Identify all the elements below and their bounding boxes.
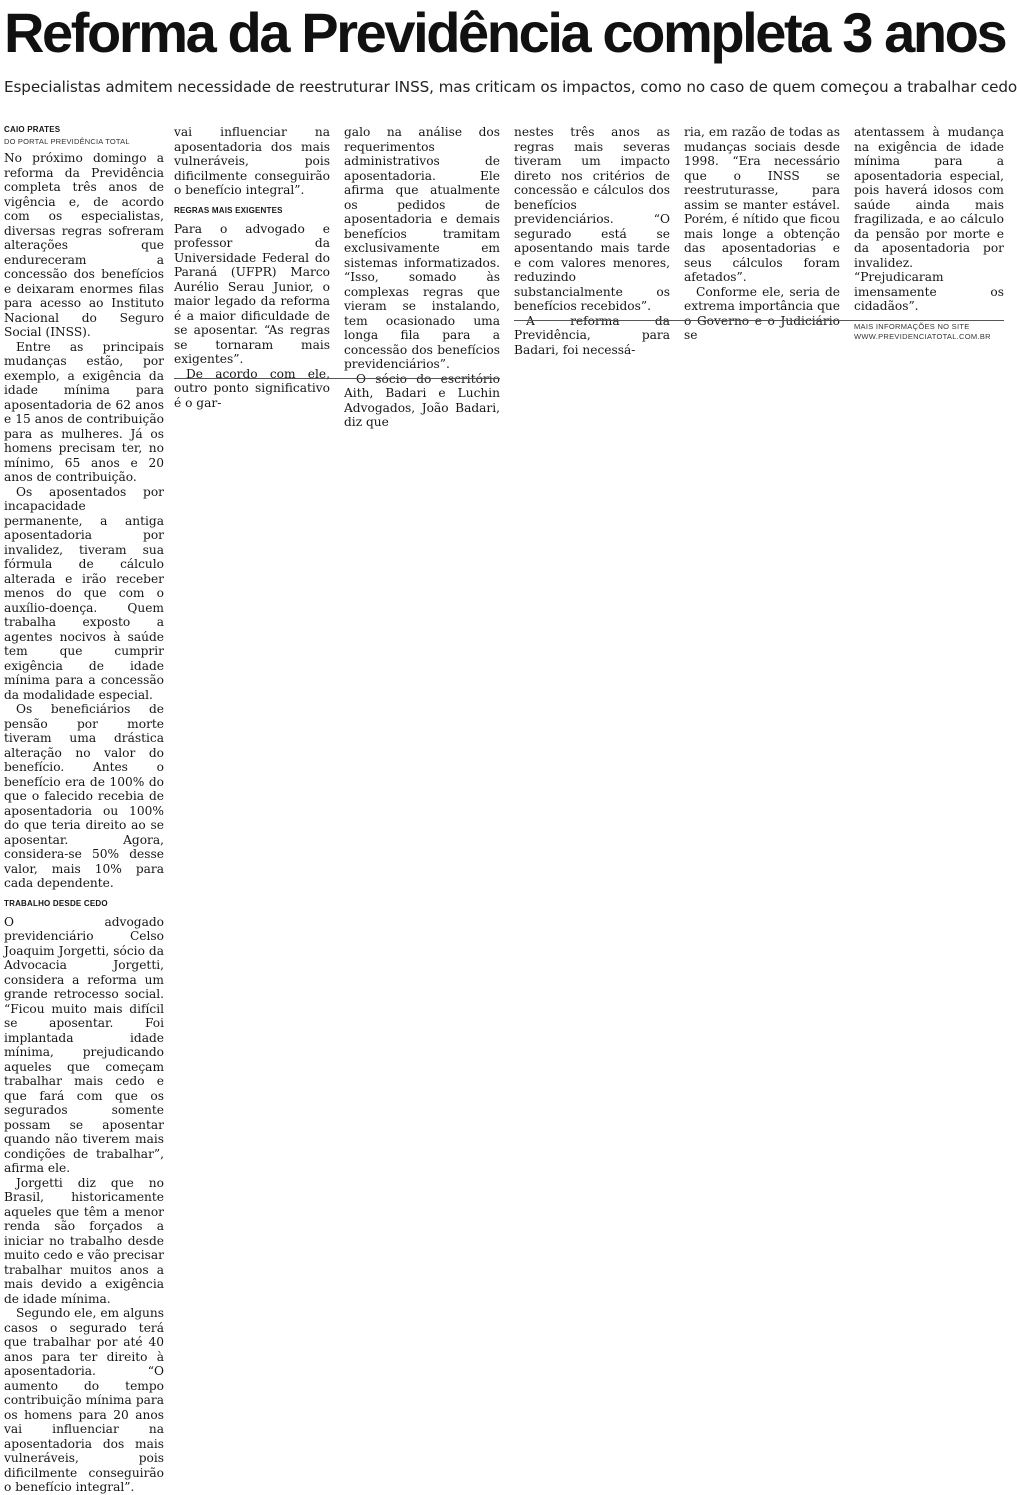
subheadline: Especialistas admitem necessidade de reestruturar INSS, mas criticam os impactos, como no caso de quem começou a trabalhar cedo	[4, 78, 1017, 96]
more-info-site-link[interactable]: WWW.PREVIDENCIATOTAL.COM.BR	[854, 331, 991, 341]
byline-author: CAIO PRATES	[4, 125, 61, 134]
paragraph-continued: ria, em razão de todas as mudanças sociais desde 1998. “Era necessário que o INSS se reestruturasse, para assim se manter estável. Porém, é nítido que ficou mais longe a obtenção das aposentadorias e seus cálculos foram afetados”.	[684, 125, 840, 284]
paragraph-continued: vai influenciar na aposentadoria dos mais vulneráveis, pois dificilmente conseguirão o benefício integral”.	[174, 125, 330, 197]
paragraph: A reforma da Previdência, para Badari, foi necessá-	[514, 313, 670, 357]
article-column-6	[854, 125, 1004, 341]
paragraph-continued: galo na análise dos requerimentos administrativos de aposentadoria. Ele afirma que atualmente os pedidos de aposentadoria e demais benefícios tramitam exclusivamente em sistemas informatizados. “Isso, somado às complexas regras que vieram se instalando, tem ocasionado uma longa fila para a concessão dos benefícios previdenciários”.	[344, 125, 500, 371]
paragraph: Para o advogado e professor da Universidade Federal do Paraná (UFPR) Marco Aurélio Serau Junior, o maior legado da reforma é a maior dificuldade de se aposentar. “As regras se tornaram mais exigentes”.	[174, 221, 330, 366]
paragraph: O sócio do escritório Aith, Badari e Luchin Advogados, João Badari, diz que	[344, 371, 500, 429]
paragraph: O advogado previdenciário Celso Joaquim Jorgetti, sócio da Advocacia Jorgetti, considera a reforma um grande retrocesso social. “Ficou muito mais difícil se aposentar. Foi implantada idade mínima, prejudicando aqueles que começam trabalhar mais cedo e que fará com que os segurados somente possam se aposentar quando não tiverem mais condições de trabalhar”, afirma ele.	[4, 914, 164, 1175]
paragraph: Jorgetti diz que no Brasil, historicamente aqueles que têm a menor renda são forçados a iniciar no trabalho desde muito cedo e vão precisar trabalhar muitos anos a mais devido a exigência de idade mínima.	[4, 1175, 164, 1306]
headline: Reforma da Previdência completa 3 anos	[4, 1, 1006, 64]
paragraph-continued: nestes três anos as regras mais severas tiveram um impacto direto nos critérios de concessão e cálculos dos benefícios previdenciários. “O segurado está se aposentando mais tarde e com valores menores, reduzindo substancialmente os benefícios recebidos”.	[514, 125, 670, 313]
paragraph: Conforme ele, seria de extrema importância que o Governo e o Judiciário se	[684, 284, 840, 342]
paragraph: Os aposentados por incapacidade permanente, a antiga aposentadoria por invalidez, tiveram sua fórmula de cálculo alterada e irão receber menos do que com o auxílio-doença. Quem trabalha exposto a agentes nocivos à saúde tem que cumprir exigência de idade mínima para a concessão da modalidade especial.	[4, 484, 164, 702]
paragraph: Segundo ele, em alguns casos o segurado terá que trabalhar por até 40 anos para ter direito à aposentadoria. “O aumento do tempo contribuição mínima para os homens para 20 anos vai influenciar na aposentadoria dos mais vulneráveis, pois dificilmente conseguirão o benefício integral”.	[4, 1306, 164, 1494]
article-column-4	[514, 125, 670, 357]
more-info-label: MAIS INFORMAÇÕES NO SITE	[854, 321, 970, 331]
paragraph-continued: atentassem à mudança na exigência de idade mínima para a aposentadoria especial, pois haverá idosos com saúde ainda mais fragilizada, e ao cálculo da pensão por morte e da aposentadoria por invalidez. “Prejudicaram imensamente os cidadãos”.	[854, 125, 1004, 313]
paragraph: Os beneficiários de pensão por morte tiveram uma drástica alteração no valor do benefício. Antes o benefício era de 100% do que o falecido recebia de aposentadoria ou 100% do que teria direito ao se aposentar. Agora, considera-se 50% desse valor, mais 10% para cada dependente.	[4, 702, 164, 890]
section-heading-regras: REGRAS MAIS EXIGENTES	[174, 205, 283, 215]
section-heading-trabalho: TRABALHO DESDE CEDO	[4, 898, 108, 908]
paragraph: No próximo domingo a reforma da Previdência completa três anos de vigência e, de acordo com os especialistas, diversas regras sofreram alterações que endureceram a concessão dos benefícios e deixaram enormes filas para acesso ao Instituto Nacional do Seguro Social (INSS).	[4, 151, 164, 339]
paragraph: Entre as principais mudanças estão, por exemplo, a exigência da idade mínima para aposentadoria de 62 anos e 15 anos de contribuição para as mulheres. Já os homens precisam ter, no mínimo, 65 anos e 20 anos de contribuição.	[4, 339, 164, 484]
article-column-1	[4, 125, 164, 1494]
article-column-5	[684, 125, 840, 342]
column-divider-rule	[174, 378, 500, 379]
article-column-3	[344, 125, 500, 429]
byline-source: DO PORTAL PREVIDÊNCIA TOTAL	[4, 137, 130, 146]
more-info-note	[854, 322, 1004, 342]
article-column-2	[174, 125, 330, 410]
paragraph: De acordo com ele, outro ponto significativo é o gar-	[174, 366, 330, 410]
column-divider-rule	[514, 320, 1004, 321]
